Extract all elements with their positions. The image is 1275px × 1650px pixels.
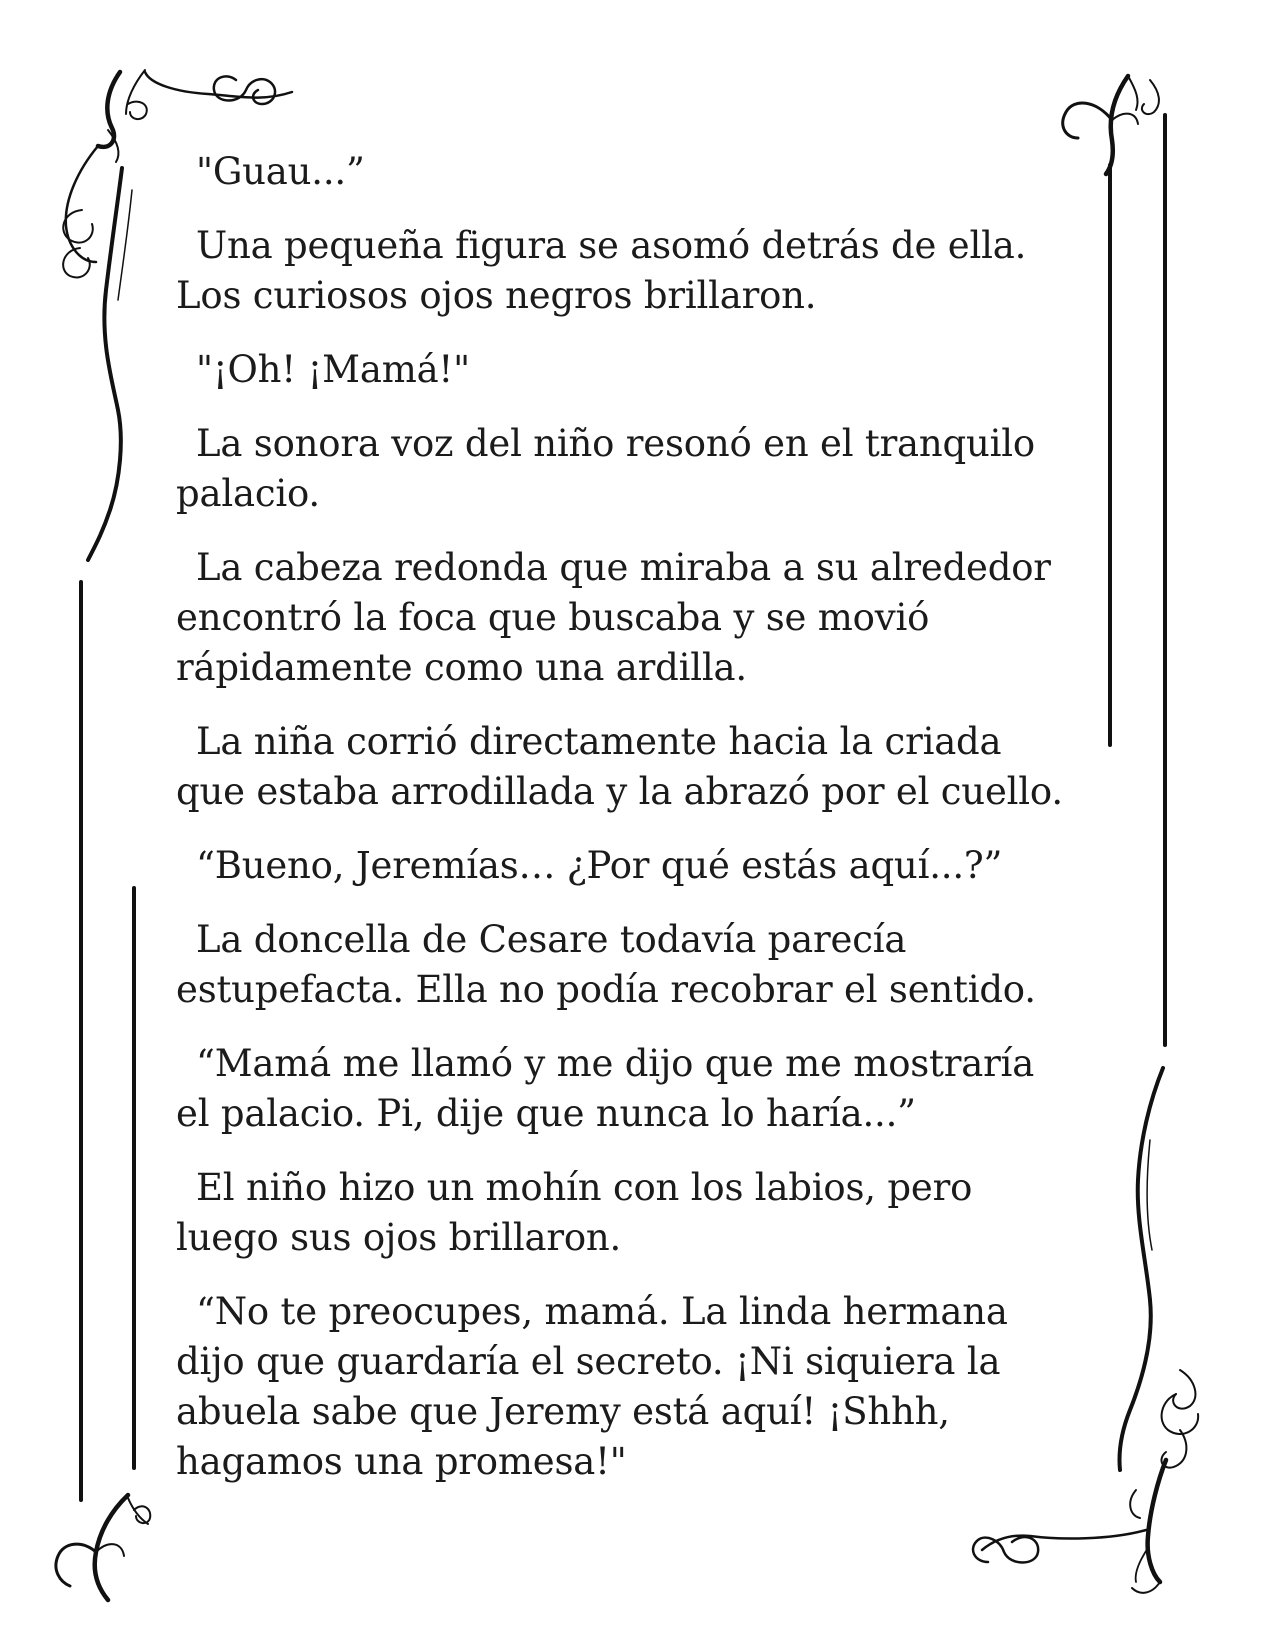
story-paragraph <box>176 841 1096 891</box>
paragraph-line: dijo que guardaría el secreto. ¡Ni siquiera la <box>176 1340 1001 1383</box>
story-paragraph <box>176 147 1096 197</box>
story-text <box>176 147 1096 1511</box>
paragraph-line: encontró la foca que buscaba y se movió <box>176 596 930 639</box>
paragraph-line: “Mamá me llamó y me dijo que me mostraría <box>196 1042 1035 1085</box>
paragraph-line: La sonora voz del niño resonó en el tranquilo <box>196 422 1036 465</box>
story-paragraph <box>176 1039 1096 1139</box>
paragraph-line: La niña corrió directamente hacia la criada <box>196 720 1002 763</box>
paragraph-line: La cabeza redonda que miraba a su alrededor <box>196 546 1051 589</box>
paragraph-line: “No te preocupes, mamá. La linda hermana <box>196 1290 1008 1333</box>
story-paragraph <box>176 543 1096 693</box>
paragraph-line: abuela sabe que Jeremy está aquí! ¡Shhh, <box>176 1390 950 1433</box>
paragraph-line: "¡Oh! ¡Mamá!" <box>196 348 470 391</box>
paragraph-line: estupefacta. Ella no podía recobrar el sentido. <box>176 968 1036 1011</box>
story-paragraph <box>176 221 1096 321</box>
story-paragraph <box>176 915 1096 1015</box>
paragraph-line: El niño hizo un mohín con los labios, pero <box>196 1166 973 1209</box>
story-paragraph <box>176 1163 1096 1263</box>
paragraph-line: hagamos una promesa!" <box>176 1440 627 1483</box>
paragraph-line: palacio. <box>176 472 320 515</box>
story-paragraph <box>176 419 1096 519</box>
paragraph-line: que estaba arrodillada y la abrazó por el cuello. <box>176 770 1063 813</box>
paragraph-line: Los curiosos ojos negros brillaron. <box>176 274 817 317</box>
paragraph-line: “Bueno, Jeremías… ¿Por qué estás aquí...?” <box>196 844 1003 887</box>
paragraph-line: La doncella de Cesare todavía parecía <box>196 918 907 961</box>
paragraph-line: Una pequeña figura se asomó detrás de ella. <box>196 224 1027 267</box>
bottom-left-flourish <box>56 1495 150 1600</box>
paragraph-line: "Guau...” <box>196 150 365 193</box>
paragraph-line: el palacio. Pi, dije que nunca lo haría...” <box>176 1092 916 1135</box>
story-paragraph <box>176 345 1096 395</box>
paragraph-line: rápidamente como una ardilla. <box>176 646 747 689</box>
story-paragraph <box>176 1287 1096 1487</box>
paragraph-line: luego sus ojos brillaron. <box>176 1216 622 1259</box>
story-paragraph <box>176 717 1096 817</box>
